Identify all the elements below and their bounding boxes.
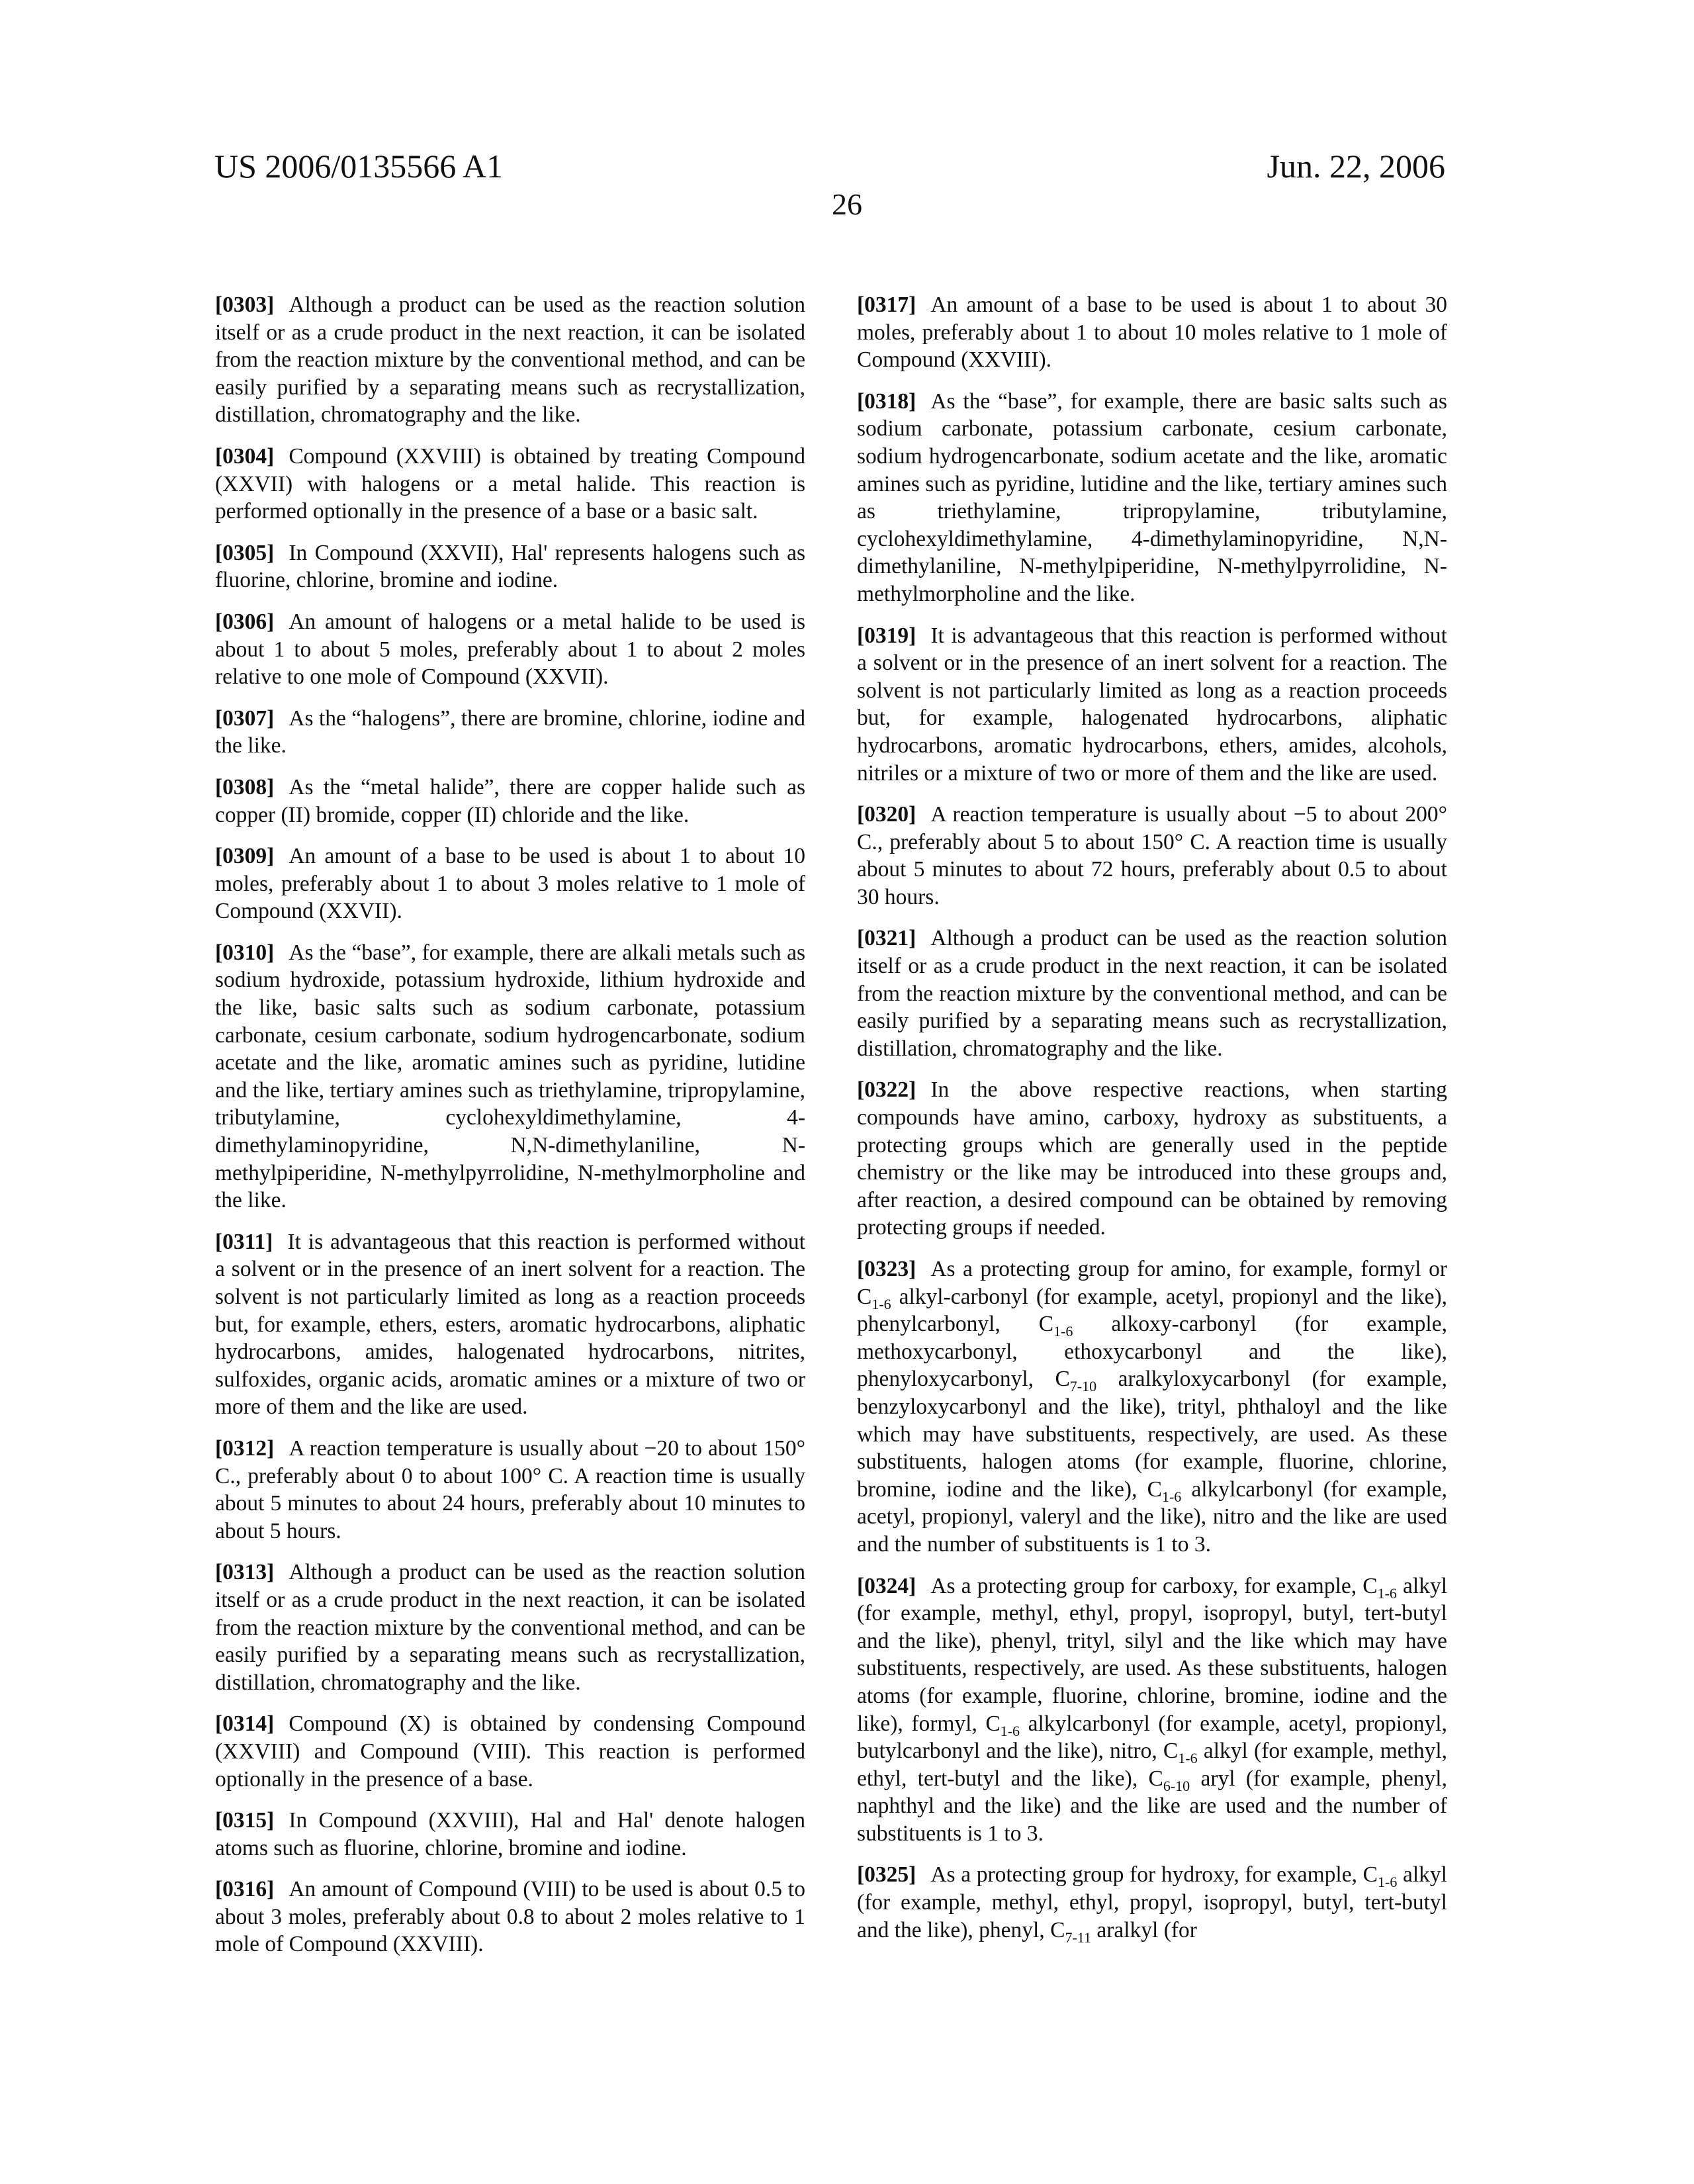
paragraph-text: As the “base”, for example, there are alkali metals such as sodium hydroxide, potassium hydroxide, lithium hydroxide and the like, basic salts such as sodium carbonate, potassium carbonate, cesium carbonate, sodium hydrogencarbonate, sodium acetate and the like, aromatic amines such as pyridine, lutidine and the like, tertiary amines such as triethylamine, tripropylamine, tributylamine, cyclohexyldimethylamine, 4-dimethylaminopyridine, N,N-dimethylaniline, N-methylpiperidine, N-methylpyrrolidine, N-methylmorpholine and the like. — [215, 940, 805, 1212]
paragraph-number: [0317] — [857, 293, 916, 317]
paragraph-number: [0320] — [857, 802, 916, 827]
paragraph-number: [0316] — [215, 1877, 274, 1901]
paragraph-text: In the above respective reactions, when starting compounds have amino, carboxy, hydroxy as substituents, a protecting groups which are generally used in the peptide chemistry or the like may be introduced into these groups and, after reaction, a desired compound can be obtained by removing protecting groups if needed. — [857, 1077, 1447, 1240]
paragraph — [215, 608, 805, 691]
paragraph-text: alkyl (for example, methyl, ethyl, tert-butyl and the like), C — [857, 1739, 1447, 1791]
paragraph — [857, 801, 1447, 911]
paragraph-number: [0304] — [215, 444, 274, 469]
paragraph-number: [0306] — [215, 610, 274, 634]
paragraph-number: [0325] — [857, 1862, 916, 1887]
paragraph-text: aralkyl (for — [1091, 1918, 1197, 1942]
publication-date: Jun. 22, 2006 — [1267, 147, 1445, 185]
paragraph-text: In Compound (XXVIII), Hal and Hal' denote halogen atoms such as fluorine, chlorine, bromine and iodine. — [215, 1808, 805, 1860]
paragraph-text: An amount of a base to be used is about 1 to about 10 moles, preferably about 1 to about 3 moles relative to 1 mole of Compound (XXVII). — [215, 844, 805, 923]
paragraph-text: aralkyloxycarbonyl (for example, benzyloxycarbonyl and the like), trityl, phthaloyl and the like which may have substituents, respectively, are used. As these substituents, halogen atoms (for example, fluorine, chlorine, bromine, iodine and the like), C — [857, 1367, 1447, 1501]
subscript: 1-6 — [1378, 1874, 1397, 1890]
paragraph-number: [0310] — [215, 940, 274, 965]
paragraph-text: As the “halogens”, there are bromine, chlorine, iodine and the like. — [215, 706, 805, 758]
publication-number: US 2006/0135566 A1 — [214, 147, 503, 185]
paragraph-number: [0305] — [215, 541, 274, 565]
paragraph-text: As the “base”, for example, there are basic salts such as sodium carbonate, potassium carbonate, cesium carbonate, sodium hydrogencarbonate, sodium acetate and the like, aromatic amines such as pyridine, lutidine and the like, tertiary amines such as triethylamine, tripropylamine, tributylamine, cyclohexyldimethylamine, 4-dimethylaminopyridine, N,N-dimethylaniline, N-methylpiperidine, N-methylpyrrolidine, N-methylmorpholine and the like. — [857, 389, 1447, 606]
paragraph-text: As a protecting group for amino, for example, formyl or C — [857, 1257, 1447, 1309]
paragraph-number: [0309] — [215, 844, 274, 868]
paragraph-text: Although a product can be used as the reaction solution itself or as a crude product in the next reaction, it can be isolated from the reaction mixture by the conventional method, and can be easily purified by a separating means such as recrystallization, distillation, chromatography and the like. — [857, 926, 1447, 1060]
paragraph — [857, 622, 1447, 788]
paragraph — [857, 1861, 1447, 1944]
paragraph-text: As a protecting group for hydroxy, for example, C — [930, 1862, 1378, 1887]
paragraph — [215, 705, 805, 760]
paragraph — [215, 539, 805, 594]
paragraph — [215, 1807, 805, 1862]
paragraph-number: [0321] — [857, 926, 916, 950]
paragraph-number: [0314] — [215, 1711, 274, 1736]
paragraph-text: Although a product can be used as the reaction solution itself or as a crude product in the next reaction, it can be isolated from the reaction mixture by the conventional method, and can be easily purified by a separating means such as recrystallization, distillation, chromatography and the like. — [215, 293, 805, 427]
subscript: 1-6 — [1053, 1323, 1073, 1340]
subscript: 1-6 — [1178, 1750, 1197, 1766]
paragraph — [215, 443, 805, 525]
paragraph — [215, 774, 805, 829]
paragraph-text: aryl (for example, phenyl, naphthyl and the like) and the like are used and the number of substituents is 1 to 3. — [857, 1766, 1447, 1846]
paragraph — [857, 1572, 1447, 1848]
paragraph — [215, 1876, 805, 1958]
paragraph-text: An amount of halogens or a metal halide to be used is about 1 to about 5 moles, preferably about 1 to about 2 moles relative to one mole of Compound (XXVII). — [215, 610, 805, 689]
subscript: 1-6 — [1162, 1488, 1181, 1505]
paragraph-text: In Compound (XXVII), Hal' represents halogens such as fluorine, chlorine, bromine and iodine. — [215, 541, 805, 593]
paragraph-number: [0313] — [215, 1560, 274, 1584]
paragraph — [215, 1710, 805, 1793]
paragraph-text: Compound (XXVIII) is obtained by treating Compound (XXVII) with halogens or a metal halide. This reaction is performed optionally in the presence of a base or a basic salt. — [215, 444, 805, 523]
paragraph-text: alkylcarbonyl (for example, acetyl, propionyl, butylcarbonyl and the like), nitro, C — [857, 1711, 1447, 1764]
paragraph — [857, 291, 1447, 374]
subscript: 6-10 — [1163, 1778, 1190, 1794]
page-number: 26 — [0, 187, 1694, 222]
left-column — [215, 291, 805, 1972]
paragraph — [857, 388, 1447, 608]
paragraph-text: alkyl (for example, methyl, ethyl, propyl, isopropyl, butyl, tert-butyl and the like), phenyl, C — [857, 1862, 1447, 1942]
paragraph-number: [0307] — [215, 706, 274, 731]
right-column — [857, 291, 1447, 1958]
paragraph — [857, 1255, 1447, 1559]
paragraph-number: [0318] — [857, 389, 916, 414]
paragraph-number: [0324] — [857, 1574, 916, 1598]
paragraph-text: alkyl (for example, methyl, ethyl, propyl, isopropyl, butyl, tert-butyl and the like), phenyl, trityl, silyl and the like which may have substituents, respectively, are used. As these substituents, halogen atoms (for example, fluorine, chlorine, bromine, iodine and the like), formyl, C — [857, 1574, 1447, 1736]
paragraph-text: alkylcarbonyl (for example, acetyl, propionyl, valeryl and the like), nitro and the like are used and the number of substituents is 1 to 3. — [857, 1477, 1447, 1557]
paragraph-text: It is advantageous that this reaction is performed without a solvent or in the presence of an inert solvent for a reaction. The solvent is not particularly limited as long as a reaction proceeds but, for example, halogenated hydrocarbons, aliphatic hydrocarbons, aromatic hydrocarbons, ethers, amides, alcohols, nitriles or a mixture of two or more of them and the like are used. — [857, 623, 1447, 786]
paragraph-text: Although a product can be used as the reaction solution itself or as a crude product in the next reaction, it can be isolated from the reaction mixture by the conventional method, and can be easily purified by a separating means such as recrystallization, distillation, chromatography and the like. — [215, 1560, 805, 1694]
paragraph-text: A reaction temperature is usually about −5 to about 200° C., preferably about 5 to about 150° C. A reaction time is usually about 5 minutes to about 72 hours, preferably about 0.5 to about 30 hours. — [857, 802, 1447, 909]
paragraph-number: [0322] — [857, 1077, 916, 1102]
subscript: 7-10 — [1070, 1378, 1096, 1394]
subscript: 1-6 — [871, 1296, 891, 1312]
paragraph-number: [0312] — [215, 1436, 274, 1461]
paragraph-number: [0315] — [215, 1808, 274, 1833]
paragraph-number: [0308] — [215, 775, 274, 799]
paragraph — [215, 842, 805, 925]
paragraph — [215, 291, 805, 429]
subscript: 1-6 — [1001, 1723, 1020, 1739]
paragraph-text: It is advantageous that this reaction is performed without a solvent or in the presence of an inert solvent for a reaction. The solvent is not particularly limited as long as a reaction proceeds but, for example, ethers, esters, aromatic hydrocarbons, aliphatic hydrocarbons, amides, halogenated hydrocarbons, nitrites, sulfoxides, organic acids, aromatic amines or a mixture of two or more of them and the like are used. — [215, 1230, 805, 1420]
paragraph — [215, 939, 805, 1214]
paragraph-number: [0311] — [215, 1230, 273, 1254]
paragraph-number: [0303] — [215, 293, 274, 317]
paragraph-text: alkoxy-carbonyl (for example, methoxycarbonyl, ethoxycarbonyl and the like), phenyloxycarbonyl, C — [857, 1312, 1447, 1391]
paragraph-text: An amount of a base to be used is about 1 to about 30 moles, preferably about 1 to about 10 moles relative to 1 mole of Compound (XXVIII). — [857, 293, 1447, 372]
paragraph-text: An amount of Compound (VIII) to be used is about 0.5 to about 3 moles, preferably about 0.8 to about 2 moles relative to 1 mole of Compound (XXVIII). — [215, 1877, 805, 1956]
paragraph-text: A reaction temperature is usually about −20 to about 150° C., preferably about 0 to about 100° C. A reaction time is usually about 5 minutes to about 24 hours, preferably about 10 minutes to about 5 hours. — [215, 1436, 805, 1543]
paragraph-text: As a protecting group for carboxy, for example, C — [930, 1574, 1377, 1598]
paragraph-number: [0319] — [857, 623, 916, 648]
paragraph — [215, 1435, 805, 1545]
paragraph — [857, 925, 1447, 1062]
subscript: 1-6 — [1378, 1585, 1397, 1602]
paragraph — [215, 1228, 805, 1421]
paragraph-text: As the “metal halide”, there are copper halide such as copper (II) bromide, copper (II) chloride and the like. — [215, 775, 805, 827]
paragraph — [215, 1559, 805, 1696]
paragraph-text: Compound (X) is obtained by condensing Compound (XXVIII) and Compound (VIII). This reaction is performed optionally in the presence of a base. — [215, 1711, 805, 1791]
paragraph — [857, 1076, 1447, 1242]
paragraph-text: alkyl-carbonyl (for example, acetyl, propionyl and the like), phenylcarbonyl, C — [857, 1285, 1447, 1337]
paragraph-number: [0323] — [857, 1257, 916, 1281]
subscript: 7-11 — [1065, 1929, 1091, 1946]
